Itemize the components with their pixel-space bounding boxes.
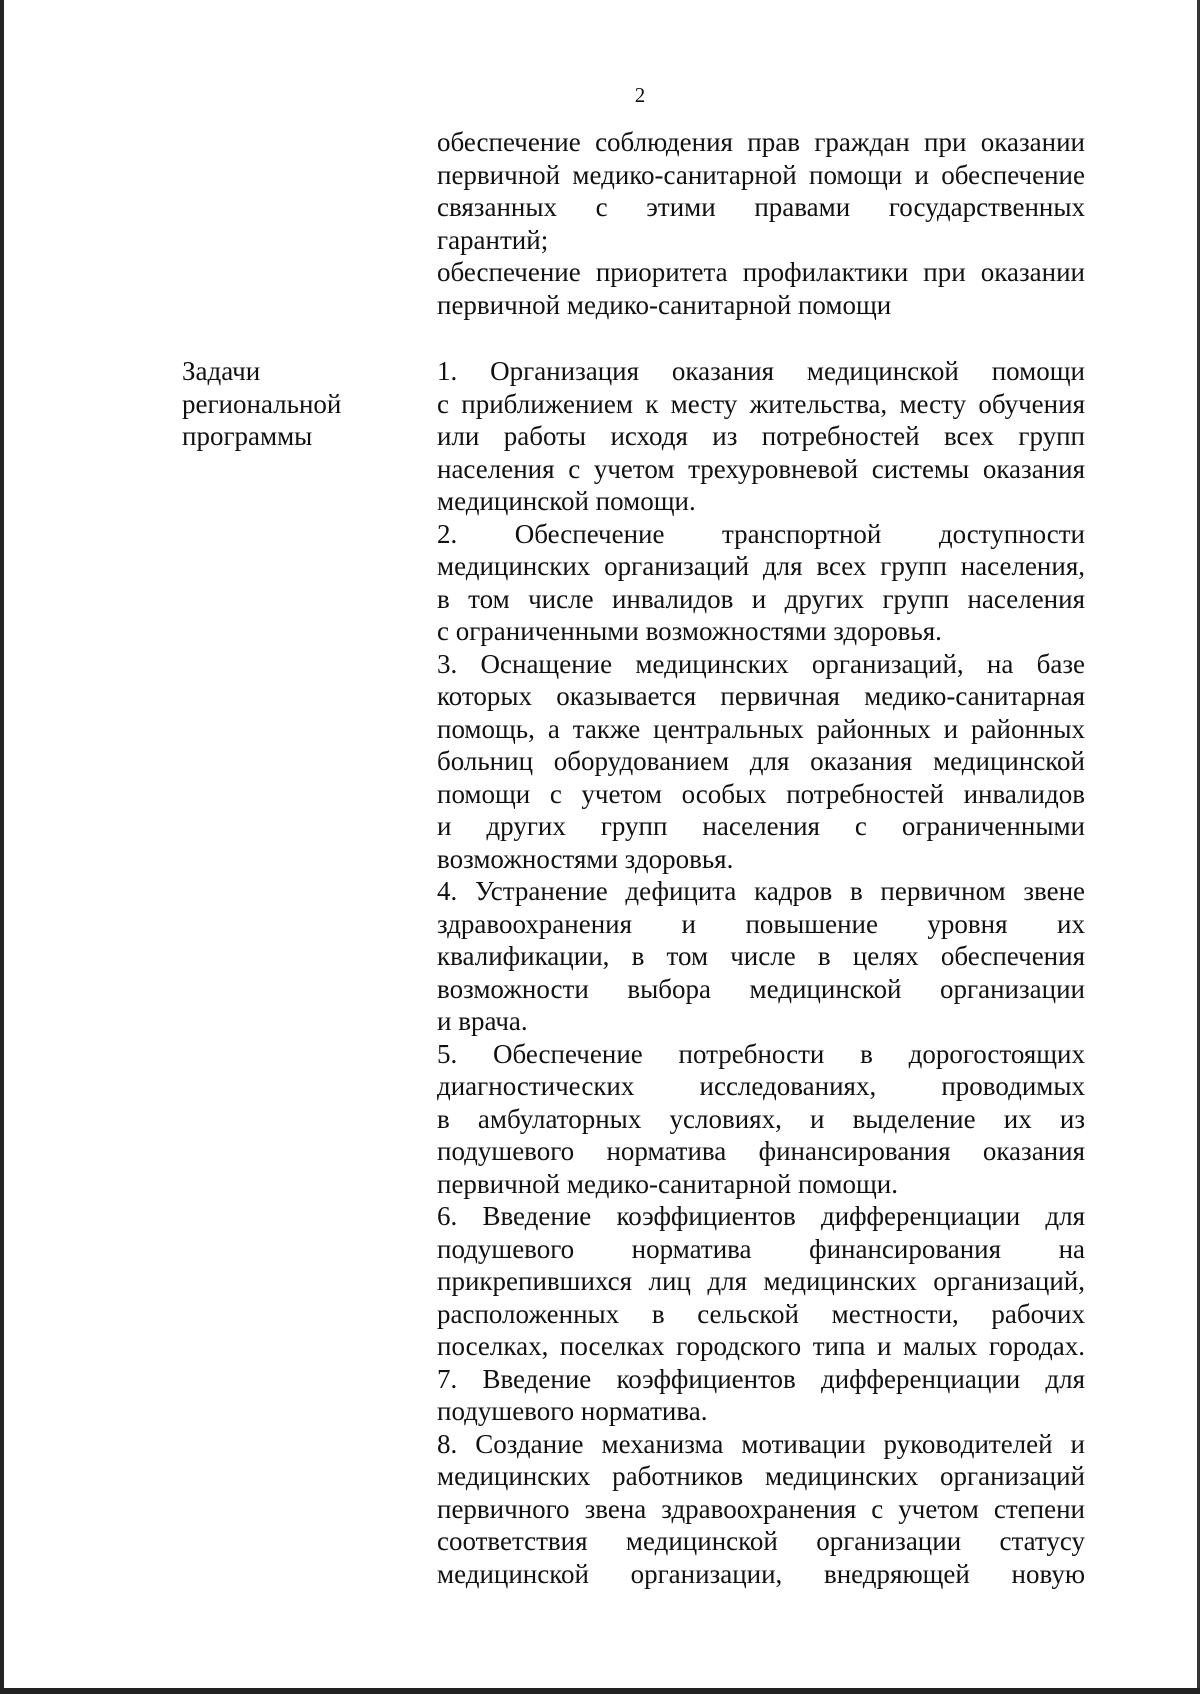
text-line: больниц оборудованием для оказания медицинской (437, 746, 1085, 776)
tasks-text-block (437, 355, 1085, 1590)
text-line: 4. Устранение дефицита кадров в первичном звене (437, 876, 1085, 906)
text-line: возможностями здоровья. (437, 843, 734, 874)
section-label (182, 355, 382, 453)
text-line: квалификации, в том числе в целях обеспечения (437, 941, 1085, 971)
text-line: возможности выбора медицинской организации (437, 973, 1085, 1004)
intro-text-block (437, 126, 1085, 321)
text-line: 7. Введение коэффициентов дифференциации для (437, 1363, 1085, 1394)
scan-edge-left (0, 0, 4, 1694)
text-line: диагностических исследованиях, проводимых (437, 1071, 1085, 1101)
text-line: медицинской помощи. (437, 486, 696, 516)
text-line: в том числе инвалидов и других групп населения (437, 583, 1085, 614)
text-line: программы (182, 421, 313, 451)
text-line: поселках, поселках городского типа и малых городах. (437, 1331, 1085, 1361)
text-line: региональной (182, 388, 342, 419)
text-line: 5. Обеспечение потребности в дорогостоящих (437, 1038, 1085, 1069)
text-line: и других групп населения с ограниченными (437, 811, 1085, 841)
page-number: 2 (634, 83, 646, 107)
text-line: медицинских работников медицинских организаций (437, 1461, 1085, 1491)
text-line: обеспечение приоритета профилактики при оказании (437, 257, 1085, 287)
text-line: 2. Обеспечение транспортной доступности (437, 518, 1085, 549)
text-line: соответствия медицинской организации статусу (437, 1526, 1085, 1556)
text-line: с ограниченными возможностями здоровья. (437, 616, 942, 646)
text-line: помощи с учетом особых потребностей инвалидов (437, 778, 1085, 809)
text-line: первичной медико-санитарной помощи. (437, 1168, 898, 1199)
text-line: с приближением к месту жительства, месту обучения (437, 388, 1085, 419)
text-line: 6. Введение коэффициентов дифференциации для (437, 1201, 1085, 1231)
text-line: помощь, а также центральных районных и районных (437, 713, 1085, 744)
text-line: обеспечение соблюдения прав граждан при оказании (437, 127, 1085, 157)
text-line: первичной медико-санитарной помощи и обеспечение (437, 159, 1085, 190)
text-line: связанных с этими правами государственных (437, 192, 1085, 222)
text-line: подушевого норматива финансирования на (437, 1233, 1085, 1264)
text-line: здравоохранения и повышение уровня их (437, 908, 1085, 939)
text-line: 3. Оснащение медицинских организаций, на базе (437, 648, 1085, 679)
text-line: медицинских организаций для всех групп населения, (437, 551, 1085, 581)
text-line: населения с учетом трехуровневой системы оказания (437, 453, 1085, 484)
text-line: прикрепившихся лиц для медицинских организаций, (437, 1266, 1085, 1296)
text-line: первичного звена здравоохранения с учетом степени (437, 1493, 1085, 1524)
text-line: расположенных в сельской местности, рабочих (437, 1298, 1085, 1329)
text-line: гарантий; (437, 224, 549, 255)
text-line: Задачи (182, 356, 261, 386)
text-line: медицинской организации, внедряющей новую (437, 1558, 1085, 1589)
text-line: 1. Организация оказания медицинской помощи (437, 356, 1085, 386)
text-line: которых оказывается первичная медико-санитарная (437, 681, 1085, 711)
text-line: и врача. (437, 1006, 528, 1036)
text-line: первичной медико-санитарной помощи (437, 289, 892, 320)
text-line: в амбулаторных условиях, и выделение их из (437, 1103, 1085, 1134)
text-line: 8. Создание механизма мотивации руководителей и (437, 1428, 1085, 1459)
text-line: подушевого норматива. (437, 1396, 708, 1426)
scan-edge-bottom (0, 1688, 1200, 1694)
text-line: подушевого норматива финансирования оказания (437, 1136, 1085, 1166)
text-line: или работы исходя из потребностей всех групп (437, 421, 1085, 451)
